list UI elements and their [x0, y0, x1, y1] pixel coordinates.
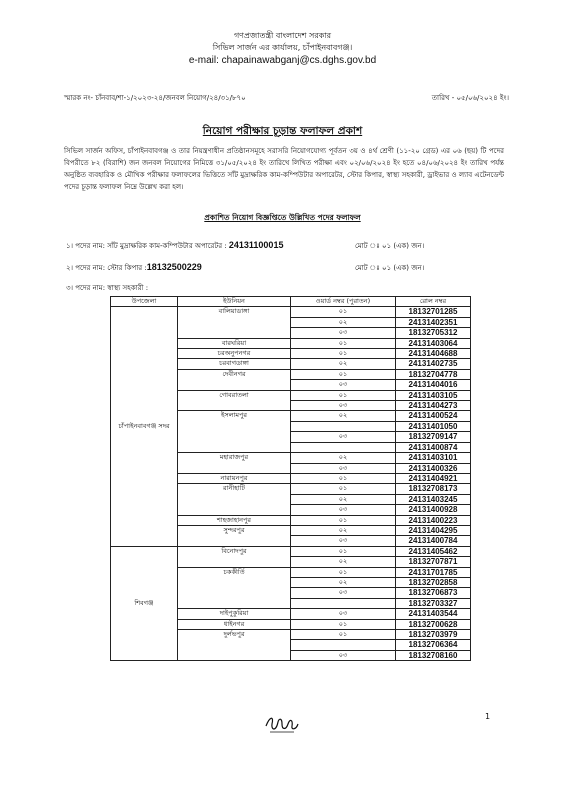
results-table-body: [111, 307, 471, 661]
section-subtitle-text: প্রকাশিত নিয়োগ বিজ্ঞপ্তিতে উল্লিখিত পদের ফলাফল: [204, 213, 361, 222]
union-cell: চককীর্তি: [178, 567, 291, 609]
ward-cell: ০১: [291, 369, 396, 379]
roll-cell: 24131403064: [396, 338, 471, 348]
ward-cell: ০১: [291, 338, 396, 348]
roll-cell: 24131403544: [396, 609, 471, 619]
roll-cell: 24131401050: [396, 421, 471, 431]
roll-cell: 18132705312: [396, 328, 471, 338]
roll-cell: 18132703327: [396, 598, 471, 608]
col-union: ইউনিয়ন: [178, 297, 291, 307]
ward-cell: ০২: [291, 494, 396, 504]
ward-cell: ০২: [291, 359, 396, 369]
page-number: 1: [485, 712, 491, 721]
roll-cell: 18132706364: [396, 640, 471, 650]
roll-cell: 24131402351: [396, 317, 471, 327]
roll-cell: 18132700628: [396, 619, 471, 629]
union-cell: ইসলামপুর: [178, 411, 291, 453]
office-header: সিভিল সার্জন এর কার্যালয়, চাঁপাইনবাবগঞ্জ।: [212, 43, 353, 52]
roll-cell: 24131400874: [396, 442, 471, 452]
memo-date: তারিখ - ০৫/০৬/২০২৪ ইং।: [431, 94, 509, 102]
ward-cell: ০৩: [291, 536, 396, 546]
roll-cell: 18132701285: [396, 307, 471, 317]
table-row: [111, 307, 471, 317]
roll-cell: 18132702858: [396, 577, 471, 587]
ward-cell: [291, 442, 396, 452]
office-email: e-mail: chapainawabganj@cs.dghs.gov.bd: [188, 55, 377, 66]
memo-number: স্মারক নং- চাঁনবাব/শা-১/২০২৩-২৪/জনবল নিয়োগ/২৪/৩১/৮৭০: [64, 94, 246, 102]
ward-cell: ০৩: [291, 380, 396, 390]
ward-cell: ০৩: [291, 401, 396, 411]
post-1-quantity: মোট ঃ ০১ (এক) জন।: [355, 242, 425, 250]
col-roll: রোল নম্বর: [396, 297, 471, 307]
roll-cell: 24131400326: [396, 463, 471, 473]
union-cell: বালিয়াডাঙ্গা: [178, 307, 291, 338]
ward-cell: ০১: [291, 567, 396, 577]
upazila-cell: শিবগঞ্জ: [111, 546, 178, 660]
roll-cell: 24131400223: [396, 515, 471, 525]
govt-header: গণপ্রজাতন্ত্রী বাংলাদেশ সরকার: [233, 31, 332, 40]
signature: [262, 712, 302, 736]
roll-cell: 24131400928: [396, 505, 471, 515]
roll-cell: 18132706873: [396, 588, 471, 598]
ward-cell: ০১: [291, 515, 396, 525]
post-3: [66, 282, 148, 294]
ward-cell: ০১: [291, 546, 396, 556]
ward-cell: ০৩: [291, 463, 396, 473]
roll-cell: 24131403105: [396, 390, 471, 400]
post-1: [66, 240, 283, 252]
table-row: [111, 546, 471, 556]
roll-cell: 24131403101: [396, 453, 471, 463]
union-cell: চরঅনুপনগর: [178, 349, 291, 359]
roll-cell: 24131404295: [396, 525, 471, 535]
union-cell: শাহজাহানপুর: [178, 515, 291, 525]
union-cell: বারঘরিয়া: [178, 338, 291, 348]
post-2: [66, 262, 202, 274]
document-title: [0, 124, 565, 141]
roll-cell: 24131404016: [396, 380, 471, 390]
ward-cell: ০১: [291, 307, 396, 317]
col-ward: ওয়ার্ড নম্বর (পুরাতন): [291, 297, 396, 307]
ward-cell: ০১: [291, 473, 396, 483]
roll-cell: 24131701785: [396, 567, 471, 577]
union-cell: চরবাগডাঙ্গা: [178, 359, 291, 369]
ward-cell: ০৩: [291, 328, 396, 338]
post-2-label: ২। পদের নাম: স্টোর কিপার :: [66, 264, 147, 272]
post-1-roll: 24131100015: [228, 240, 284, 250]
roll-cell: 18132707871: [396, 557, 471, 567]
upazila-cell: চাঁপাইনবাবগঞ্জ সদর: [111, 307, 178, 546]
section-subtitle: [0, 213, 565, 225]
roll-cell: 24131403245: [396, 494, 471, 504]
table-header-row: [111, 297, 471, 307]
roll-cell: 18132704778: [396, 369, 471, 379]
roll-cell: 24131404688: [396, 349, 471, 359]
ward-cell: [291, 421, 396, 431]
ward-cell: ০১: [291, 619, 396, 629]
post-2-quantity: মোট ঃ ০১ (এক) জন।: [355, 264, 425, 272]
ward-cell: ০৩: [291, 432, 396, 442]
union-cell: দুর্লভপুর: [178, 630, 291, 661]
notice-paragraph: সিভিল সার্জন অফিস, চাঁপাইনবাবগঞ্জ ও তার নিয়ন্ত্রণাধীন প্রতিষ্ঠানসমূহে সরাসরি নিয়োগযোগ্য পূর্বতন ৩য় ও ৪র্থ শ্রেণী (১১-২০ গ্রেড) এর ০৬ (ছয়) টি পদের বিপরীতে ৮২ (বিরাশি) জন জনবল নিয়োগের নিমিত্তে ৩১/০৫/২০২৪ ইং তারিখে লিখিত পরীক্ষা এবং ০২/০৬/২০২৪ ইং হতে ০৪/০৬/২০২৪ ইং তারিখ পর্যন্ত অনুষ্ঠিত ব্যবহারিক ও মৌখিক পরীক্ষার ফলাফলের ভিত্তিতে সাঁট মুদ্রাক্ষরিক কাম-কম্পিউটার অপারেটর, স্টোর কিপার, স্বাস্থ্য সহকারী, ড্রাইভার ও ল্যাব এটেনডেন্ট পদের চূড়ান্ত ফলাফল নিম্নে উল্লেখ করা হল।: [64, 147, 504, 191]
results-table: [110, 296, 471, 661]
ward-cell: ০২: [291, 453, 396, 463]
ward-cell: [291, 640, 396, 650]
ward-cell: ০১: [291, 484, 396, 494]
ward-cell: ০১: [291, 630, 396, 640]
union-cell: দাইপুকুরিয়া: [178, 609, 291, 619]
post-1-label: ১। পদের নাম: সাঁট মুদ্রাক্ষরিক কাম-কম্পিউটার অপারেটর :: [66, 242, 227, 250]
union-cell: মহারাজপুর: [178, 453, 291, 474]
post-2-roll: 18132500229: [146, 262, 202, 272]
roll-cell: 24131402735: [396, 359, 471, 369]
ward-cell: ০২: [291, 317, 396, 327]
union-cell: বিনোদপুর: [178, 546, 291, 567]
union-cell: রানীহাটি: [178, 484, 291, 515]
col-upazila: উপজেলা: [111, 297, 178, 307]
ward-cell: ০২: [291, 525, 396, 535]
roll-cell: 24131405462: [396, 546, 471, 556]
roll-cell: 18132708160: [396, 650, 471, 660]
roll-cell: 18132708173: [396, 484, 471, 494]
union-cell: সুন্দরপুর: [178, 525, 291, 546]
ward-cell: ০২: [291, 577, 396, 587]
ward-cell: ০৩: [291, 609, 396, 619]
roll-cell: 24131400524: [396, 411, 471, 421]
union-cell: দেবীনগর: [178, 369, 291, 390]
post-3-label: ৩। পদের নাম: স্বাস্থ্য সহকারী :: [66, 284, 149, 292]
ward-cell: ০১: [291, 349, 396, 359]
ward-cell: ০৩: [291, 505, 396, 515]
ward-cell: ০২: [291, 411, 396, 421]
document-title-text: নিয়োগ পরীক্ষার চূড়ান্ত ফলাফল প্রকাশ: [202, 125, 363, 137]
ward-cell: ০২: [291, 557, 396, 567]
ward-cell: ০৩: [291, 588, 396, 598]
roll-cell: 24131404921: [396, 473, 471, 483]
ward-cell: ০১: [291, 390, 396, 400]
ward-cell: ০৩: [291, 650, 396, 660]
union-cell: নারায়নপুর: [178, 473, 291, 483]
roll-cell: 24131404273: [396, 401, 471, 411]
ward-cell: [291, 598, 396, 608]
union-cell: গোবরাতলা: [178, 390, 291, 411]
roll-cell: 18132703979: [396, 630, 471, 640]
union-cell: ধাইনগর: [178, 619, 291, 629]
roll-cell: 18132709147: [396, 432, 471, 442]
roll-cell: 24131400784: [396, 536, 471, 546]
